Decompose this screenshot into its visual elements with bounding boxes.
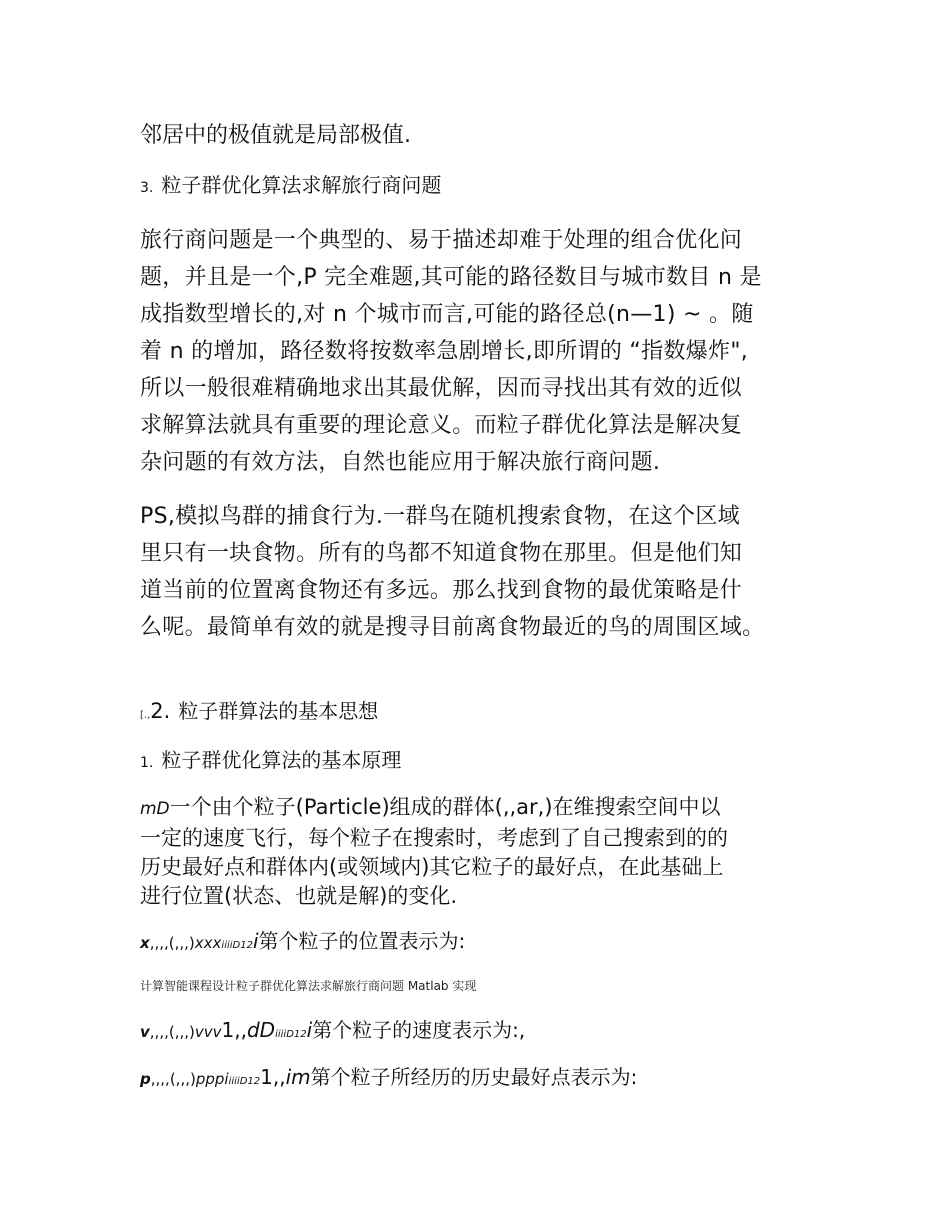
paragraph-line: 里只有一块食物。所有的鸟都不知道食物在那里。但是他们知 (140, 541, 743, 566)
paragraph-line: PS,模拟鸟群的捕食行为.一群鸟在随机搜索食物，在这个区域 (140, 504, 740, 529)
paragraph-line: 着 n 的增加，路径数将按数率急剧增长,即所谓的 “指数爆炸", (140, 339, 749, 364)
section-title: 粒子群优化算法求解旅行商问题 (161, 173, 442, 197)
paragraph-line: 一定的速度飞行，每个粒子在搜索时，考虑到了自己搜索到的的 (140, 826, 728, 850)
paragraph-principle (140, 793, 820, 911)
section-heading-2 (140, 696, 820, 731)
paragraph-line: 进行位置(状态、也就是解)的变化. (140, 884, 458, 908)
section-number: 2. (150, 699, 171, 723)
section-number: 3. (140, 180, 154, 196)
text-line-neighbors: 邻居中的极值就是局部极值. (140, 123, 411, 148)
paragraph-tsp (140, 222, 820, 481)
section-prefix: [., (140, 710, 151, 721)
paragraph-line: 所以一般很难精确地求出其最优解，因而寻找出其有效的近似 (140, 376, 743, 401)
paragraph-line: 成指数型增长的,对 n 个城市而言,可能的路径总(n—1) ~ 。随 (140, 302, 754, 327)
section-title: 粒子群算法的基本思想 (178, 699, 379, 723)
paragraph-line: 么呢。最简单有效的就是搜寻目前离食物最近的鸟的周围区域。 (140, 615, 765, 640)
paragraph-line: 道当前的位置离食物还有多远。那么找到食物的最优策略是什 (140, 578, 743, 603)
paragraph-ps (140, 498, 820, 646)
paragraph-line: 求解算法就具有重要的理论意义。而粒子群优化算法是解决复 (140, 413, 743, 438)
section-heading-3 (140, 170, 820, 203)
paragraph-line: mD一个由个粒子(Particle)组成的群体(,,ar,)在维搜索空间中以 (140, 795, 721, 819)
document-label: 计算智能课程设计粒子群优化算法求解旅行商问题 Matlab 实现 (140, 979, 477, 993)
formula-position: x,,,,(,,,)xxxiiiiD12i第个粒子的位置表示为: (140, 929, 466, 953)
paragraph-line: 杂问题的有效方法，自然也能应用于解决旅行商问题. (140, 450, 661, 475)
section-number: 1. (140, 755, 154, 771)
section-heading-1 (140, 745, 820, 778)
math-lead: mD (140, 799, 170, 819)
paragraph-line: 旅行商问题是一个典型的、易于描述却难于处理的组合优化问 (140, 228, 743, 253)
formula-best: p,,,,(,,,)pppiiiiiD121,,im第个粒子所经历的历史最好点表示为: (140, 1065, 638, 1089)
formula-velocity: v,,,,(,,,)vvv1,,dDiiiiD12i第个粒子的速度表示为:, (140, 1018, 526, 1042)
paragraph-line: 历史最好点和群体内(或领域内)其它粒子的最好点，在此基础上 (140, 855, 724, 879)
paragraph-line: 题，并且是一个,P 完全难题,其可能的路径数目与城市数目 n 是 (140, 265, 762, 290)
section-title: 粒子群优化算法的基本原理 (161, 748, 402, 772)
